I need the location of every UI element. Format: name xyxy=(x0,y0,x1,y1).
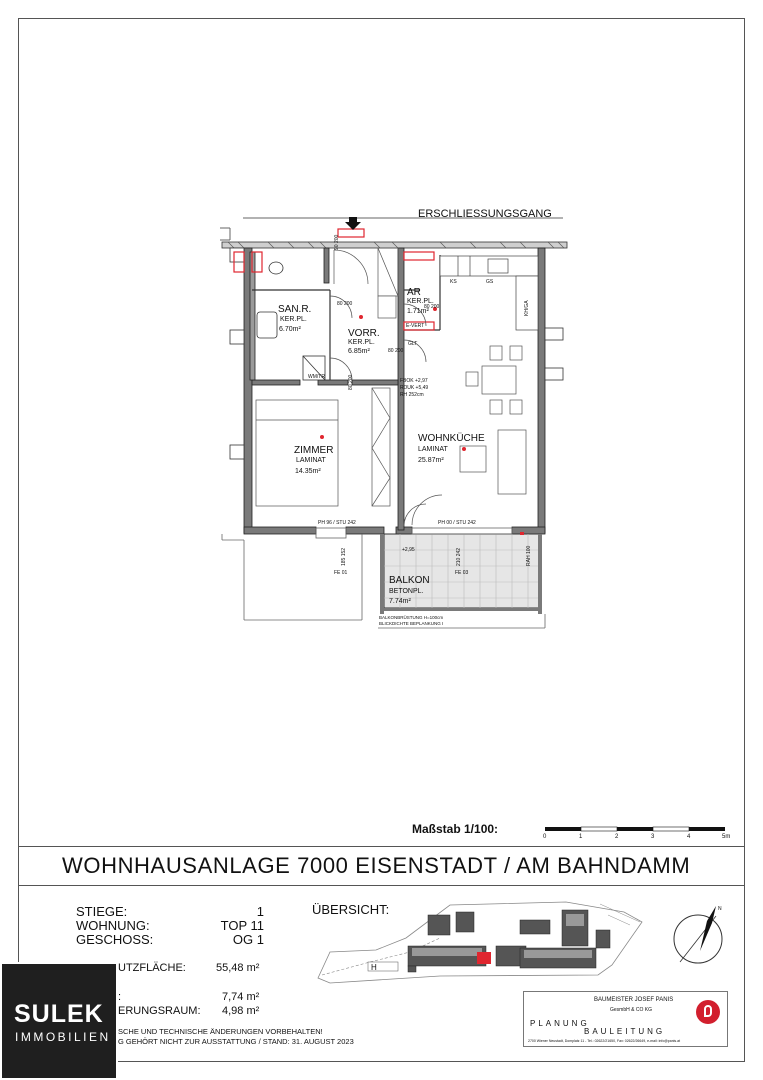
area-value-nutzflaeche: 55,48 m² xyxy=(216,962,260,974)
room-area-zimmer: 14.35m² xyxy=(295,468,321,475)
room-floor-ar: KER.PL. xyxy=(407,298,434,305)
svg-text:N: N xyxy=(718,906,722,912)
architect-stamp xyxy=(523,991,728,1047)
scale-tick-0: 0 xyxy=(543,834,547,840)
zimmer-door-dim: 80 200 xyxy=(348,374,354,390)
room-area-wohnkueche: 25.87m² xyxy=(418,457,444,464)
fe03-label: FE 03 xyxy=(455,570,469,576)
window-zimmer-label: PH 96 / STU 242 xyxy=(318,520,356,526)
room-name-wohnkueche: WOHNKÜCHE xyxy=(418,433,485,444)
company-logo-icon xyxy=(696,1000,720,1024)
room-name-ar: AR xyxy=(407,287,421,298)
room-area-ar: 1.71m² xyxy=(407,308,429,315)
scale-tick-5: 5m xyxy=(722,834,731,840)
room-floor-balkon: BETONPL. xyxy=(389,588,424,595)
glt-label: GLT xyxy=(408,341,418,347)
oven-label: KH/GA xyxy=(524,300,530,316)
area-label-balkon: : xyxy=(118,991,122,1003)
room-name-sanr: SAN.R. xyxy=(278,304,312,315)
info-value-wohnung: TOP 11 xyxy=(220,918,264,933)
company-bauleitung: BAULEITUNG xyxy=(584,1027,666,1036)
room-area-sanr: 6.70m² xyxy=(279,326,301,333)
area-label-nutzflaeche: UTZFLÄCHE: xyxy=(118,962,186,974)
project-title: WOHNHAUSANLAGE 7000 EISENSTADT / AM BAHNDAMM xyxy=(62,853,691,878)
fbok-label: FBOK +2,97 xyxy=(400,378,428,384)
area-value-abstellraum: 4,98 m² xyxy=(222,1005,260,1017)
san-door-dim: 80 200 xyxy=(337,301,353,307)
scale-tick-2: 2 xyxy=(615,834,619,840)
entry-arrow-icon xyxy=(345,217,361,230)
sulek-logo xyxy=(0,962,118,1080)
scale-tick-4: 4 xyxy=(687,834,691,840)
apartment-location-marker xyxy=(477,952,491,964)
corridor-wall xyxy=(222,242,567,248)
window-185-dim: 185 152 xyxy=(341,547,347,566)
corridor-label: ERSCHLIESSUNGSGANG xyxy=(418,208,552,220)
title-divider-bottom xyxy=(18,885,745,886)
notice-furniture: G GEHÖRT NICHT ZUR AUSSTATTUNG / STAND: 31. AUGUST 2023 xyxy=(118,1037,354,1046)
balcony-level-label: +2,95 xyxy=(402,547,415,553)
info-label-wohnung: WOHNUNG: xyxy=(76,918,150,933)
notice-changes: SCHE UND TECHNISCHE ÄNDERUNGEN VORBEHALTEN! xyxy=(118,1027,323,1036)
room-area-balkon: 7.74m² xyxy=(389,598,411,605)
balcony-note-1: BALKONBRÜSTUNG H=100cm xyxy=(379,615,444,620)
room-name-balkon: BALKON xyxy=(389,575,430,586)
entry-door-dim: 90 200 xyxy=(334,234,340,250)
overview-title: ÜBERSICHT: xyxy=(312,902,390,917)
room-area-vorr: 6.85m² xyxy=(348,348,370,355)
fe01-label: FE 01 xyxy=(334,570,348,576)
info-value-geschoss: OG 1 xyxy=(232,932,264,947)
company-planung: PLANUNG xyxy=(530,1019,590,1028)
fridge-label: KS xyxy=(450,279,457,285)
rduk-label: RDUK +5,49 xyxy=(400,385,429,391)
info-label-stiege: STIEGE: xyxy=(76,904,128,919)
north-arrow-icon xyxy=(674,906,722,963)
company-address: 2700 Wiener Neustadt, Domplatz 11 - Tel.: 02622/21650, Fax: 02622/26649, e-mail: info@panis.at xyxy=(528,1039,681,1043)
company-name: BAUMEISTER JOSEF PANIS xyxy=(594,997,674,1003)
dishwasher-label: GS xyxy=(486,279,494,285)
room-name-vorr: VORR. xyxy=(348,328,380,339)
window-wohn-label: PH 00 / STU 242 xyxy=(438,520,476,526)
title-divider-top xyxy=(18,846,745,847)
scale-label: Maßstab 1/100: xyxy=(412,822,499,836)
rh-label: RH 252cm xyxy=(400,392,424,398)
info-label-geschoss: GESCHOSS: xyxy=(76,932,154,947)
room-floor-wohnkueche: LAMINAT xyxy=(418,446,448,453)
company-sub: GesmbH & CO KG xyxy=(610,1007,652,1013)
logo-sub-text: IMMOBILIEN xyxy=(15,1030,111,1044)
scale-tick-3: 3 xyxy=(651,834,655,840)
room-floor-vorr: KER.PL. xyxy=(348,339,375,346)
logo-main-text: SULEK xyxy=(14,1000,104,1028)
balcony-note-2: BLICKDICHTE BEPLANKUNG I xyxy=(379,621,444,626)
overview-marker-label: H xyxy=(371,963,377,972)
railing-label: RAH 100 xyxy=(526,545,532,566)
electrical-label: E-VERT xyxy=(406,323,425,329)
area-value-balkon: 7,74 m² xyxy=(222,991,260,1003)
scale-tick-1: 1 xyxy=(579,834,583,840)
washer-dryer-label: WM/TR xyxy=(308,374,325,380)
room-floor-zimmer: LAMINAT xyxy=(296,457,326,464)
room-name-zimmer: ZIMMER xyxy=(294,445,334,456)
room-floor-sanr: KER.PL. xyxy=(280,316,307,323)
area-label-abstellraum: ERUNGSRAUM: xyxy=(118,1005,201,1017)
ar-door-dim: 80 200 xyxy=(424,304,440,310)
vorr-door-dim: 80 200 xyxy=(388,348,404,354)
door-210-dim: 210 242 xyxy=(456,547,462,566)
info-value-stiege: 1 xyxy=(256,904,264,919)
scale-bar xyxy=(543,827,730,840)
